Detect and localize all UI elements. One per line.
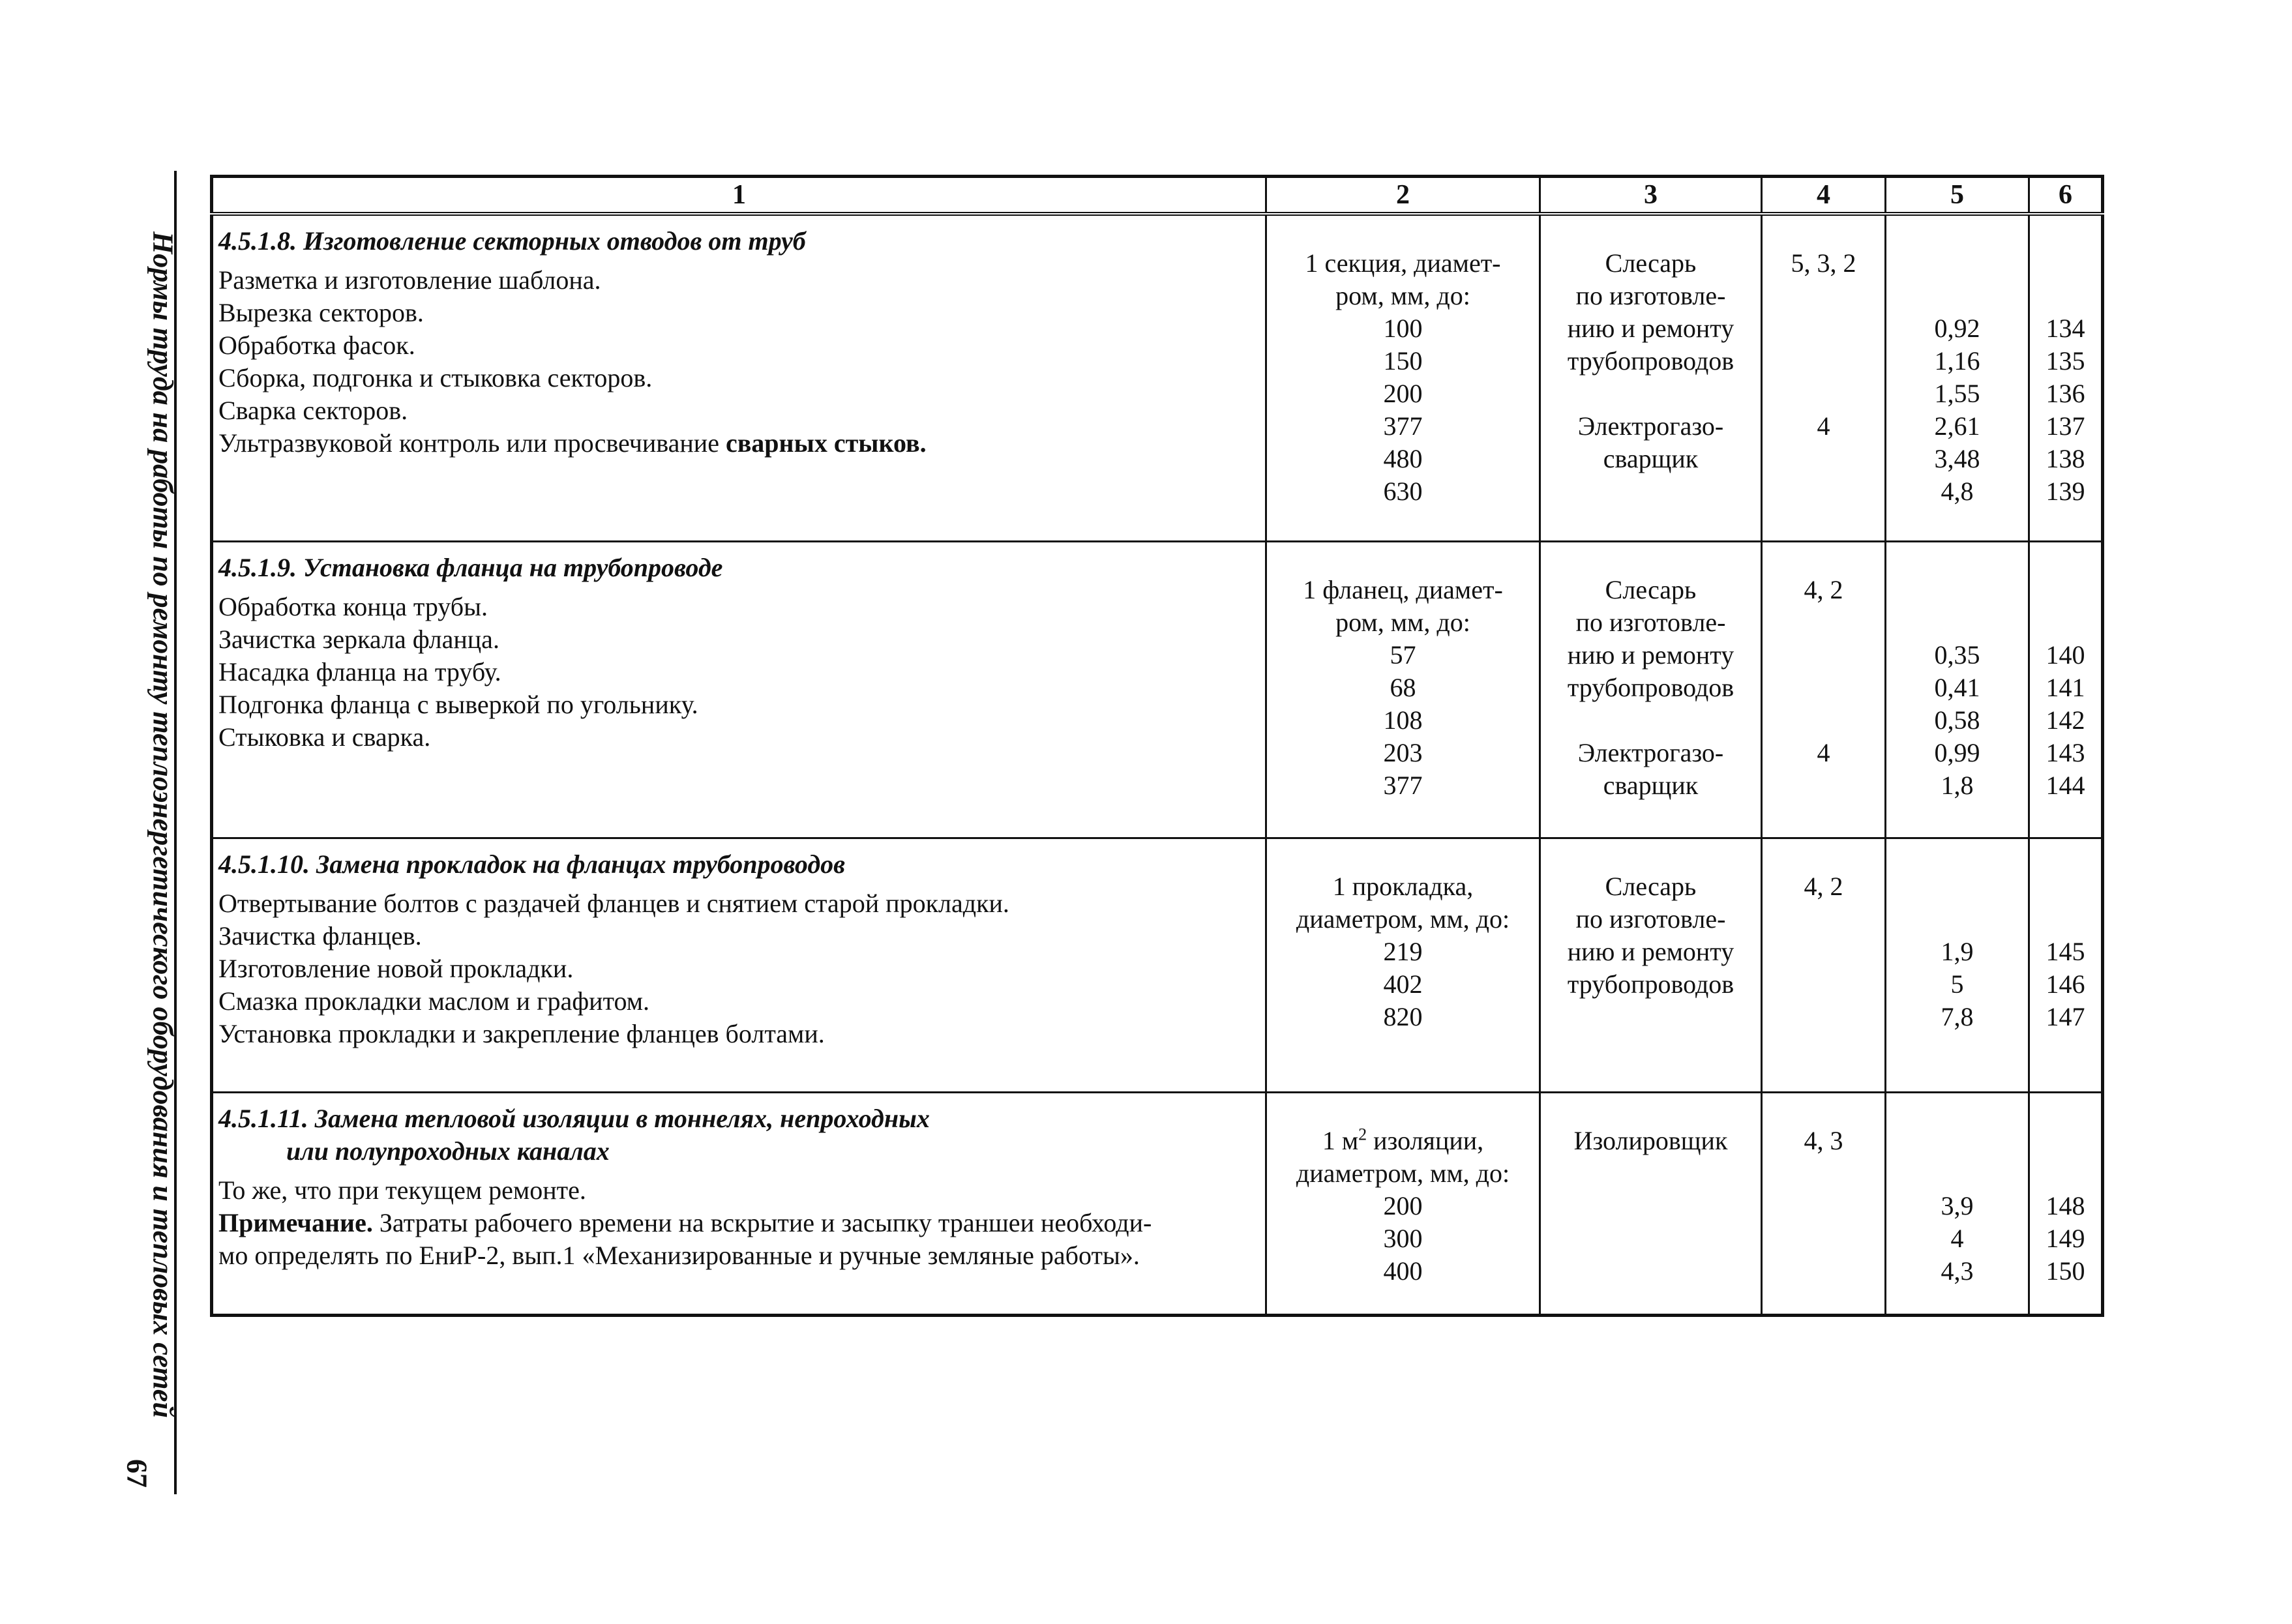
row-number-cell <box>2029 838 2103 1092</box>
page-number: 67 <box>121 1459 153 1488</box>
norm-value: 1,16 <box>1934 346 1980 376</box>
row-number-cell <box>2029 214 2103 541</box>
size-value: 203 <box>1383 737 1423 767</box>
grade-value: 4, 2 <box>1804 574 1843 604</box>
norm-cell <box>1886 541 2029 838</box>
norm-cell <box>1886 838 2029 1092</box>
size-value: 480 <box>1383 444 1423 473</box>
step-list <box>218 591 1260 754</box>
norm-value: 3,48 <box>1934 444 1980 473</box>
size-value: 377 <box>1383 770 1423 800</box>
size-value: 200 <box>1383 1190 1423 1220</box>
step-item: Зачистка зеркала фланца. <box>218 624 499 654</box>
col-header-2: 2 <box>1266 177 1540 214</box>
row-number: 147 <box>2046 1001 2085 1031</box>
size-value: 108 <box>1383 705 1423 735</box>
size-value: 68 <box>1390 672 1416 702</box>
grade-cell <box>1762 214 1886 541</box>
row-number: 139 <box>2046 477 2085 506</box>
worker-cell: Слесарь по изготовле- нию и ремонту трубопроводов Электрогазо- сварщик <box>1540 541 1762 838</box>
step-list <box>218 887 1260 1050</box>
norm-value: 7,8 <box>1941 1001 1974 1031</box>
row-number: 143 <box>2046 737 2085 767</box>
norm-cell <box>1886 1092 2029 1315</box>
step-item: Разметка и изготовление шаблона. <box>218 265 601 295</box>
note: Примечание. Затраты рабочего времени на вскрытие и засыпку траншеи необходи- <box>218 1207 1152 1237</box>
section-description <box>212 1092 1266 1315</box>
col-header-5: 5 <box>1886 177 2029 214</box>
norm-value: 5 <box>1950 969 1964 999</box>
grade-value: 4, 3 <box>1804 1125 1843 1155</box>
size-value: 630 <box>1383 477 1423 506</box>
measure-unit-cell: 1 секция, диамет- ром, мм, до: 100 150 200 377 480 630 <box>1266 214 1540 541</box>
step-item: Подгонка фланца с выверкой по угольнику. <box>218 689 698 719</box>
size-value: 219 <box>1383 936 1423 966</box>
step-list <box>218 264 1260 460</box>
size-value: 820 <box>1383 1001 1423 1031</box>
grade-cell <box>1762 1092 1886 1315</box>
row-number: 136 <box>2046 379 2085 408</box>
running-header: Нормы труда на работы по ремонту теплоэнергетического оборудования и тепловых сетей <box>147 231 179 1418</box>
step-item: Стыковка и сварка. <box>218 722 431 752</box>
section-title: 4.5.1.11. Замена тепловой изоляции в тоннелях, непроходных или полупроходных каналах <box>218 1103 930 1166</box>
norm-value: 1,55 <box>1934 379 1980 408</box>
col-header-1: 1 <box>212 177 1266 214</box>
row-number: 150 <box>2046 1256 2085 1286</box>
step-item: Сварка секторов. <box>218 396 408 425</box>
col-header-6: 6 <box>2029 177 2103 214</box>
size-value: 150 <box>1383 346 1423 376</box>
grade-value: 4 <box>1817 737 1830 767</box>
step-item: То же, что при текущем ремонте. <box>218 1175 586 1205</box>
row-number: 135 <box>2046 346 2085 376</box>
size-value: 100 <box>1383 314 1423 343</box>
row-number: 142 <box>2046 705 2085 735</box>
note-continuation: мо определять по ЕниР-2, вып.1 «Механизированные и ручные земляные работы». <box>218 1240 1140 1270</box>
row-number: 140 <box>2046 640 2085 670</box>
grade-cell <box>1762 838 1886 1092</box>
norm-value: 1,8 <box>1941 770 1974 800</box>
worker-cell: Слесарь по изготовле- нию и ремонту трубопроводов <box>1540 838 1762 1092</box>
measure-unit-cell: 1 прокладка, диаметром, мм, до: 219 402 820 <box>1266 838 1540 1092</box>
norm-value: 0,99 <box>1934 737 1980 767</box>
norm-value: 2,61 <box>1934 411 1980 441</box>
step-item: Установка прокладки и закрепление фланцев болтами. <box>218 1018 825 1048</box>
row-number: 146 <box>2046 969 2085 999</box>
norm-value: 4,8 <box>1941 477 1974 506</box>
row-number: 149 <box>2046 1223 2085 1253</box>
col-header-3: 3 <box>1540 177 1762 214</box>
section-title: 4.5.1.9. Установка фланца на трубопроводе <box>218 552 723 582</box>
worker-cell: Изолировщик <box>1540 1092 1762 1315</box>
section-row <box>212 1092 2103 1315</box>
col-header-4: 4 <box>1762 177 1886 214</box>
size-value: 57 <box>1390 640 1416 670</box>
grade-value: 5, 3, 2 <box>1791 248 1856 278</box>
norm-value: 0,58 <box>1934 705 1980 735</box>
section-title: 4.5.1.10. Замена прокладок на фланцах трубопроводов <box>218 849 846 879</box>
step-item: Вырезка секторов. <box>218 298 424 327</box>
row-number: 138 <box>2046 444 2085 473</box>
row-number-cell <box>2029 541 2103 838</box>
norms-table <box>210 175 2104 1317</box>
step-item: Насадка фланца на трубу. <box>218 657 501 687</box>
norm-value: 4,3 <box>1941 1256 1974 1286</box>
size-value: 300 <box>1383 1223 1423 1253</box>
row-number: 134 <box>2046 314 2085 343</box>
step-item: Обработка конца трубы. <box>218 591 488 621</box>
row-number: 148 <box>2046 1190 2085 1220</box>
measure-unit-cell: 1 $м^2$ изоляции, диаметром, мм, до: 200 300 400 <box>1266 1092 1540 1315</box>
norm-cell <box>1886 214 2029 541</box>
step-item: Зачистка фланцев. <box>218 921 422 951</box>
size-value: 400 <box>1383 1256 1423 1286</box>
norm-value: 0,35 <box>1934 640 1980 670</box>
step-list <box>218 1174 1260 1272</box>
section-description <box>212 838 1266 1092</box>
header-row <box>212 177 2103 214</box>
norm-value: 3,9 <box>1941 1190 1974 1220</box>
section-description <box>212 541 1266 838</box>
section-row <box>212 541 2103 838</box>
step-item: Сборка, подгонка и стыковка секторов. <box>218 363 653 392</box>
size-value: 402 <box>1383 969 1423 999</box>
note-label: Примечание. <box>218 1207 373 1237</box>
grade-cell <box>1762 541 1886 838</box>
size-value: 200 <box>1383 379 1423 408</box>
row-number: 144 <box>2046 770 2085 800</box>
row-number: 137 <box>2046 411 2085 441</box>
step-item: Отвертывание болтов с раздачей фланцев и снятием старой прокладки. <box>218 888 1009 918</box>
step-item: Обработка фасок. <box>218 331 415 360</box>
measure-unit-cell: 1 фланец, диамет- ром, мм, до: 57 68 108 203 377 <box>1266 541 1540 838</box>
section-title: 4.5.1.8. Изготовление секторных отводов от труб <box>218 226 806 256</box>
row-number: 141 <box>2046 672 2085 702</box>
row-number: 145 <box>2046 936 2085 966</box>
grade-value: 4 <box>1817 411 1830 441</box>
worker-cell: Слесарь по изготовле- нию и ремонту трубопроводов Электрогазо- сварщик <box>1540 214 1762 541</box>
norm-value: 0,92 <box>1934 314 1980 343</box>
norm-value: 4 <box>1950 1223 1964 1253</box>
step-item: Изготовление новой прокладки. <box>218 953 574 983</box>
grade-value: 4, 2 <box>1804 871 1843 901</box>
size-value: 377 <box>1383 411 1423 441</box>
norm-value: 1,9 <box>1941 936 1974 966</box>
section-row <box>212 214 2103 541</box>
step-item: Смазка прокладки маслом и графитом. <box>218 986 650 1016</box>
step-item: Ультразвуковой контроль или просвечивание сварных стыков. <box>218 428 927 458</box>
section-description <box>212 214 1266 541</box>
row-number-cell <box>2029 1092 2103 1315</box>
norm-value: 0,41 <box>1934 672 1980 702</box>
section-row <box>212 838 2103 1092</box>
